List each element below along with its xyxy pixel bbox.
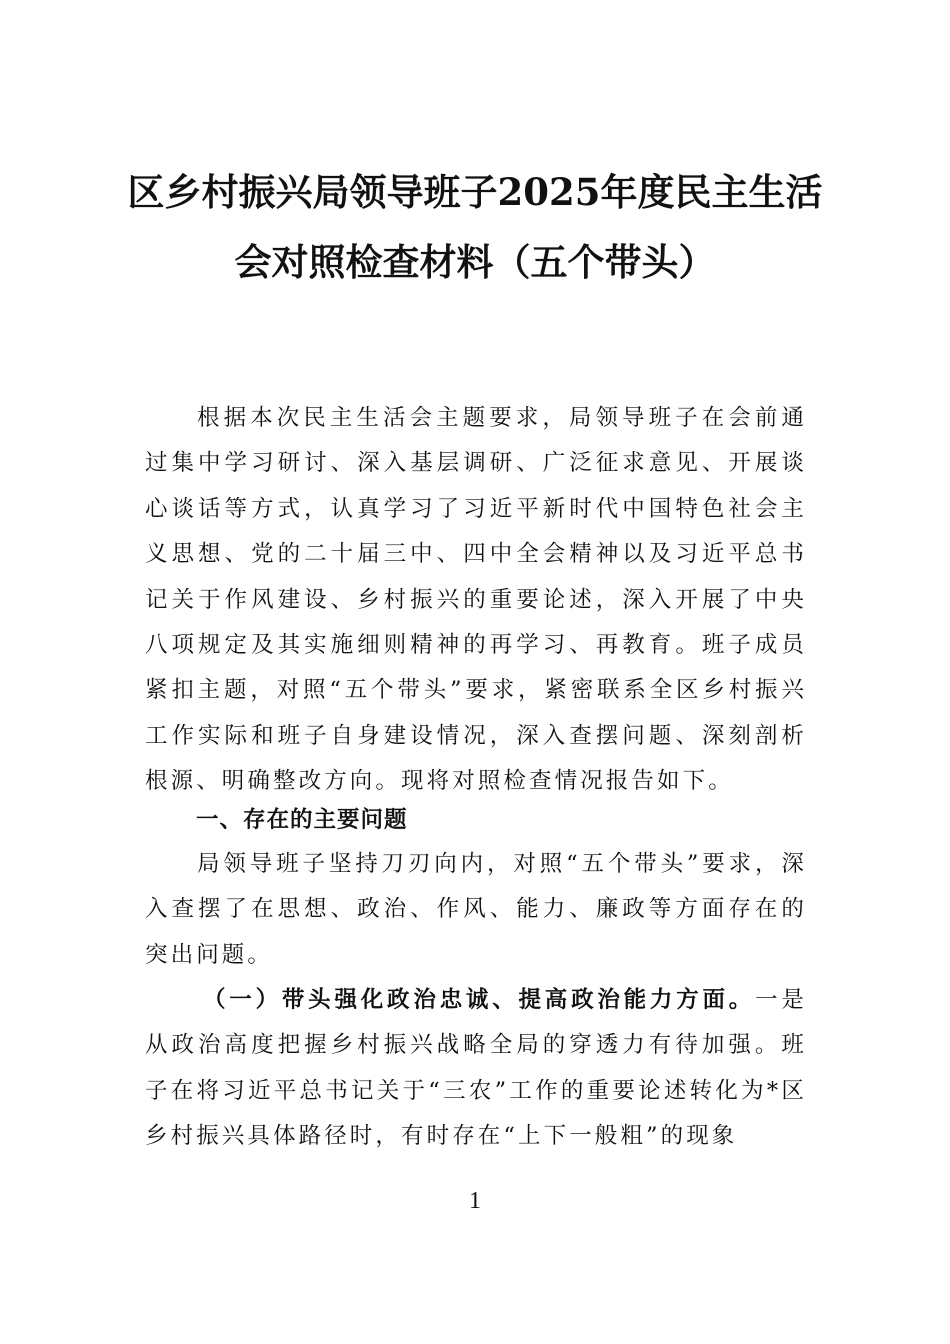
subsection-lead: （一）带头强化政治忠诚、提高政治能力方面。 (203, 987, 756, 1013)
page-number: 1 (469, 1188, 481, 1214)
subsection-paragraph-1 (145, 978, 807, 1160)
problems-intro-paragraph: 局领导班子坚持刀刃向内，对照“五个带头”要求，深入查摆了在思想、政治、作风、能力、廉政等方面存在的突出问题。 (145, 851, 807, 968)
title-line-2: 会对照检查材料（五个带头） (234, 240, 716, 284)
subsection-text: 一是从政治高度把握乡村振兴战略全局的穿透力有待加强。班子在将习近平总书记关于“三农”工作的重要论述转化为*区乡村振兴具体路径时，有时存在“上下一般粗”的现象 (145, 987, 807, 1150)
title-line-1: 区乡村振兴局领导班子2025年度民主生活 (127, 170, 823, 214)
section-heading-1: 一、存在的主要问题 (196, 807, 408, 833)
document-title (100, 157, 850, 297)
intro-paragraph: 根据本次民主生活会主题要求，局领导班子在会前通过集中学习研讨、深入基层调研、广泛征求意见、开展谈心谈话等方式，认真学习了习近平新时代中国特色社会主义思想、党的二十届三中、四中全会精神以及习近平总书记关于作风建设、乡村振兴的重要论述，深入开展了中央八项规定及其实施细则精神的再学习、再教育。班子成员紧扣主题，对照“五个带头”要求，紧密联系全区乡村振兴工作实际和班子自身建设情况，深入查摆问题、深刻剖析根源、明确整改方向。现将对照检查情况报告如下。 (145, 405, 807, 795)
